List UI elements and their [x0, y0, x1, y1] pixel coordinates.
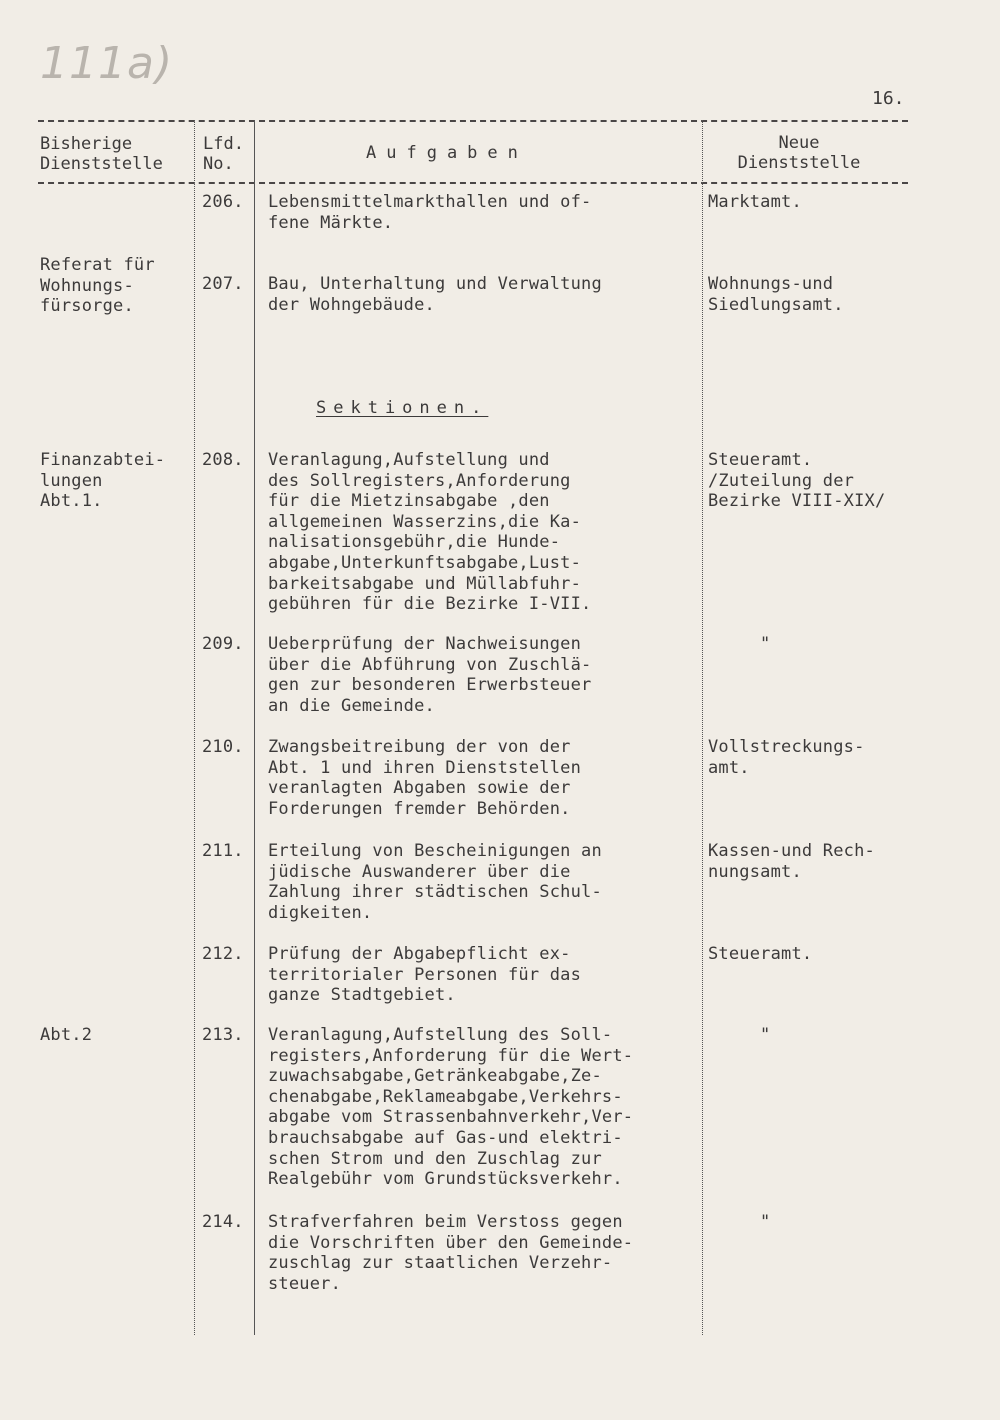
section-title: Sektionen. [316, 398, 489, 418]
row-211-new-office: Kassen-und Rech- nungsamt. [708, 841, 875, 882]
row-213-task: Veranlagung,Aufstellung des Soll- registers,Anforderung für die Wert- zuwachsabgabe,Getränkeabgabe,Ze- chenabgabe,Reklameabgabe,Verkehrs- abgabe vom Strassenbahnverkehr,Ver- brauchsabgabe auf Gas-und elektri- schen Strom und den Zuschlag zur Realgebühr vom Grundstücksverkehr. [268, 1025, 634, 1190]
row-208-task: Veranlagung,Aufstellung und des Sollregisters,Anforderung für die Mietzinsabgabe ,den allgemeinen Wasserzins,die Ka- nalisationsgebühr,die Hunde- abgabe,Unterkunftsabgabe,Lust- barkeitsabgabe und Müllabfuhr- gebühren für die Bezirke I-VII. [268, 450, 592, 615]
row-214-task: Strafverfahren beim Verstoss gegen die Vorschriften über den Gemeinde- zuschlag zur staatlichen Verzehr- steuer. [268, 1212, 634, 1294]
row-206-number: 206. [202, 192, 244, 212]
row-213-new-office: " [760, 1025, 771, 1045]
row-212-task: Prüfung der Abgabepflicht ex- territorialer Personen für das ganze Stadtgebiet. [268, 944, 582, 1006]
header-rule [38, 182, 908, 184]
row-208-previous-office: Finanzabtei- lungen Abt.1. [40, 450, 166, 512]
row-214-number: 214. [202, 1212, 244, 1232]
top-rule [38, 120, 908, 122]
row-207-previous-office: Referat für Wohnungs- fürsorge. [40, 255, 155, 317]
row-210-new-office: Vollstreckungs- amt. [708, 737, 865, 778]
page-number: 16. [872, 88, 905, 109]
row-206-task: Lebensmittelmarkthallen und of- fene Märkte. [268, 192, 592, 233]
column-divider-2 [254, 120, 255, 1335]
row-211-task: Erteilung von Bescheinigungen an jüdische Auswanderer über die Zahlung ihrer städtischen Schul- digkeiten. [268, 841, 602, 923]
row-211-number: 211. [202, 841, 244, 861]
row-212-number: 212. [202, 944, 244, 964]
header-aufgaben: Aufgaben [366, 143, 528, 163]
handwritten-archive-mark: 111a) [40, 38, 174, 89]
row-214-new-office: " [760, 1212, 771, 1232]
row-212-new-office: Steueramt. [708, 944, 813, 964]
row-209-number: 209. [202, 634, 244, 654]
row-213-previous-office: Abt.2 [40, 1025, 93, 1045]
header-neue-dienststelle: Neue Dienststelle [737, 133, 861, 173]
header-lfd-no: Lfd. No. [203, 134, 244, 174]
row-207-number: 207. [202, 274, 244, 294]
column-divider-3 [702, 120, 703, 1335]
row-210-number: 210. [202, 737, 244, 757]
row-209-task: Ueberprüfung der Nachweisungen über die Abführung von Zuschlä- gen zur besonderen Erwerbsteuer an die Gemeinde. [268, 634, 592, 716]
row-207-task: Bau, Unterhaltung und Verwaltung der Wohngebäude. [268, 274, 602, 315]
column-divider-1 [194, 120, 195, 1335]
row-208-number: 208. [202, 450, 244, 470]
row-209-new-office: " [760, 634, 771, 654]
row-207-new-office: Wohnungs-und Siedlungsamt. [708, 274, 844, 315]
row-208-new-office: Steueramt. /Zuteilung der Bezirke VIII-XIX/ [708, 450, 886, 512]
row-210-task: Zwangsbeitreibung der von der Abt. 1 und ihren Dienststellen veranlagten Abgaben sowie der Forderungen fremder Behörden. [268, 737, 582, 819]
header-bisherige-dienststelle: Bisherige Dienststelle [40, 134, 163, 174]
row-206-new-office: Marktamt. [708, 192, 802, 212]
row-213-number: 213. [202, 1025, 244, 1045]
